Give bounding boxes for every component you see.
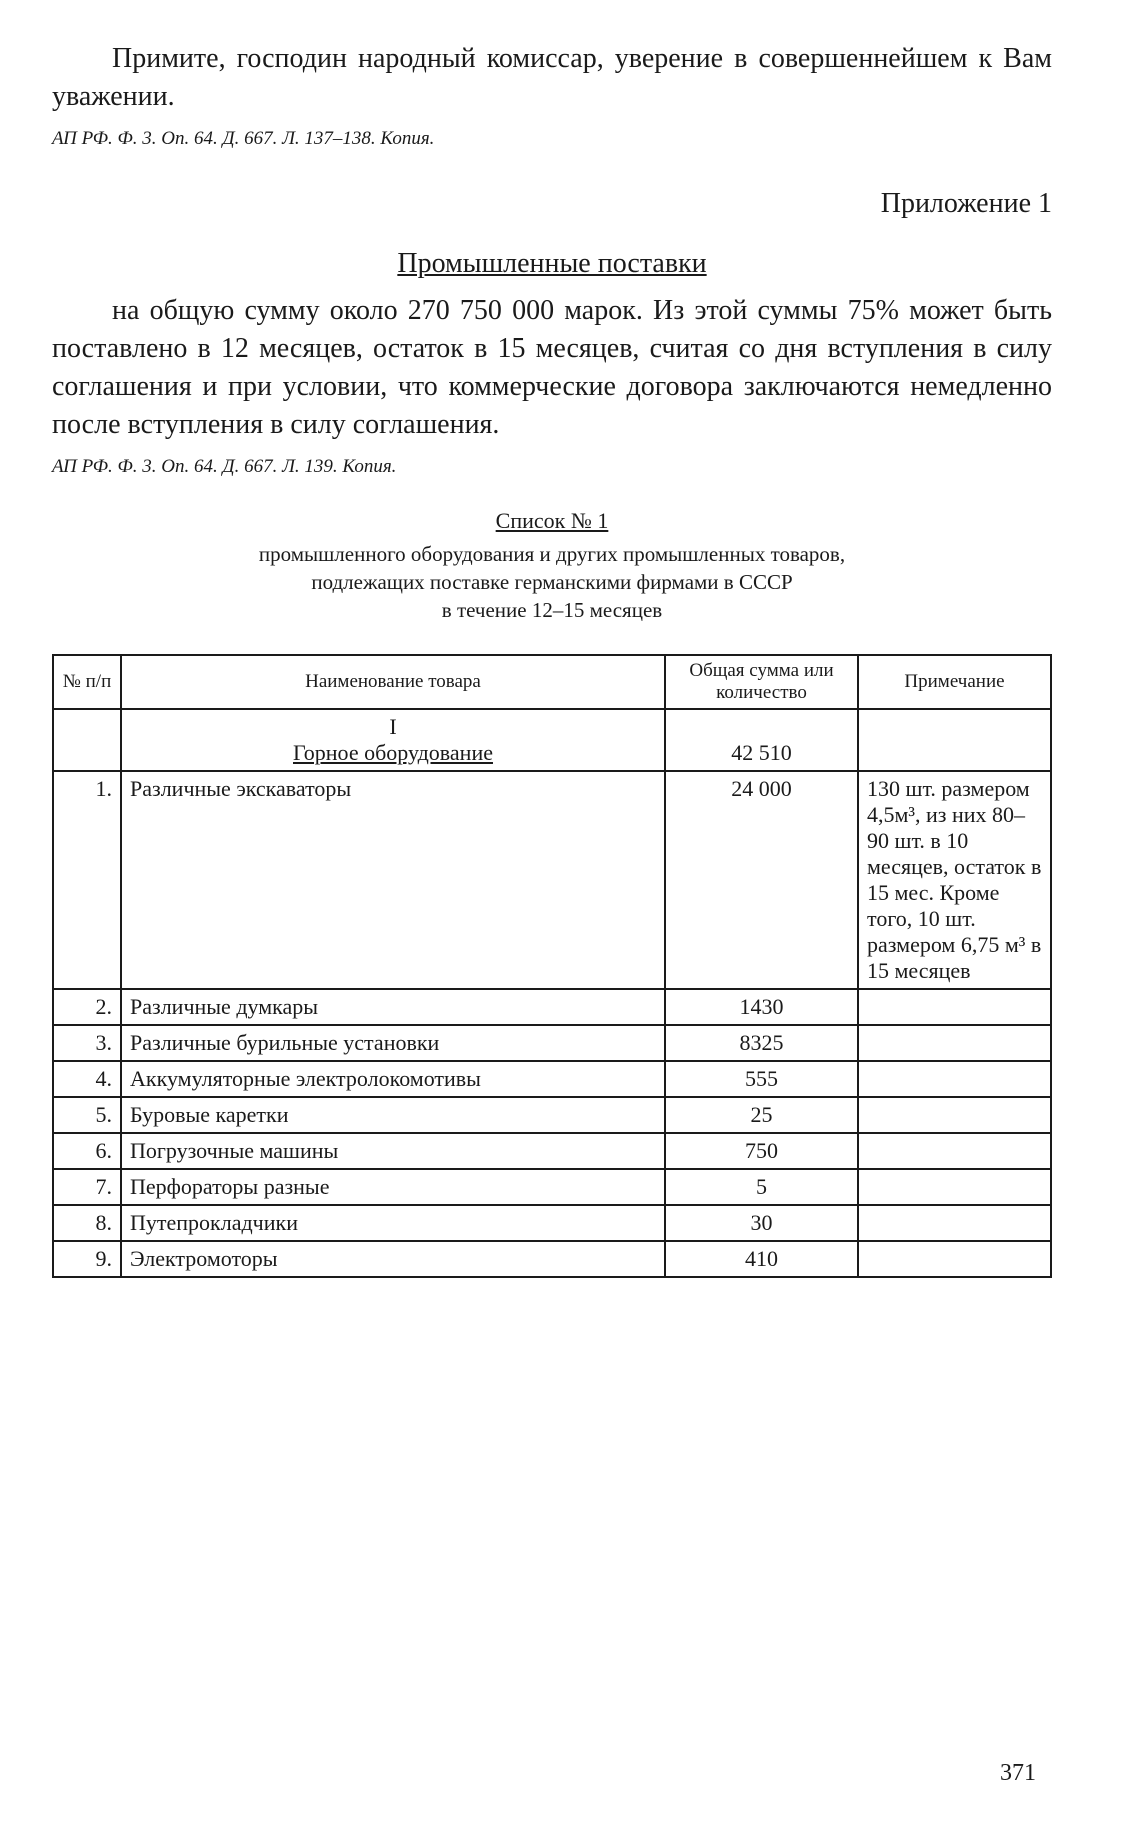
table-row <box>53 1025 1051 1061</box>
row-note <box>858 1241 1051 1277</box>
row-number: 4. <box>53 1061 121 1097</box>
table-row <box>53 1133 1051 1169</box>
table-row <box>53 1061 1051 1097</box>
table-row <box>53 771 1051 989</box>
row-number: 2. <box>53 989 121 1025</box>
row-number: 7. <box>53 1169 121 1205</box>
row-number: 5. <box>53 1097 121 1133</box>
row-name: Погрузочные машины <box>121 1133 665 1169</box>
row-amount: 24 000 <box>665 771 858 989</box>
section-roman: I <box>389 714 397 739</box>
row-name: Различные думкары <box>121 989 665 1025</box>
row-name: Различные бурильные установки <box>121 1025 665 1061</box>
row-number: 6. <box>53 1133 121 1169</box>
equipment-table <box>52 654 1052 1278</box>
row-amount: 1430 <box>665 989 858 1025</box>
section-amount: 42 510 <box>665 709 858 771</box>
document-page <box>52 40 1052 1278</box>
list-title: Список № 1 <box>495 508 609 533</box>
row-amount: 25 <box>665 1097 858 1133</box>
appendix-body: на общую сумму около 270 750 000 марок. Из этой суммы 75% может быть поставлено в 12 месяцев, остаток в 15 месяцев, считая со дня вступления в силу соглашения и при условии, что коммерческие договора заключаются немедленно после вступления в силу соглашения. <box>52 295 1052 440</box>
table-row <box>53 1205 1051 1241</box>
list-subtitle: промышленного оборудования и других промышленных товаров, <box>258 542 846 566</box>
row-name: Электромоторы <box>121 1241 665 1277</box>
row-note <box>858 1133 1051 1169</box>
row-amount: 30 <box>665 1205 858 1241</box>
table-header-row <box>53 655 1051 709</box>
row-number: 3. <box>53 1025 121 1061</box>
row-amount: 555 <box>665 1061 858 1097</box>
row-name: Путепрокладчики <box>121 1205 665 1241</box>
header-number: № п/п <box>53 655 121 709</box>
row-number: 9. <box>53 1241 121 1277</box>
archive-citation: АП РФ. Ф. 3. Оп. 64. Д. 667. Л. 139. Копия. <box>52 456 397 477</box>
section-row <box>53 709 1051 771</box>
row-name: Различные экскаваторы <box>121 771 665 989</box>
row-note <box>858 989 1051 1025</box>
section-name: Горное оборудование <box>293 740 493 765</box>
page-number: 371 <box>1000 1760 1036 1786</box>
row-name: Буровые каретки <box>121 1097 665 1133</box>
row-note <box>858 1169 1051 1205</box>
list-subtitle: подлежащих поставке германскими фирмами в СССР <box>311 570 793 594</box>
row-amount: 5 <box>665 1169 858 1205</box>
header-note: Примечание <box>858 655 1051 709</box>
row-number: 8. <box>53 1205 121 1241</box>
table-row <box>53 1241 1051 1277</box>
row-note <box>858 1025 1051 1061</box>
appendix-title: Промышленные поставки <box>397 248 707 279</box>
appendix-label: Приложение 1 <box>880 188 1052 219</box>
table-row <box>53 1169 1051 1205</box>
row-note: 130 шт. размером 4,5м³, из них 80–90 шт. в 10 месяцев, остаток в 15 мес. Кроме того, 10 шт. размером 6,75 м³ в 15 месяцев <box>858 771 1051 989</box>
row-note <box>858 1061 1051 1097</box>
table-row <box>53 989 1051 1025</box>
row-note <box>858 1097 1051 1133</box>
table-row <box>53 1097 1051 1133</box>
row-number: 1. <box>53 771 121 989</box>
row-note <box>858 1205 1051 1241</box>
header-amount: Общая сумма или количество <box>665 655 858 709</box>
row-amount: 8325 <box>665 1025 858 1061</box>
archive-citation: АП РФ. Ф. 3. Оп. 64. Д. 667. Л. 137–138. Копия. <box>52 128 435 149</box>
row-amount: 750 <box>665 1133 858 1169</box>
row-name: Аккумуляторные электролокомотивы <box>121 1061 665 1097</box>
closing-paragraph: Примите, господин народный комиссар, уверение в совершеннейшем к Вам уважении. <box>52 43 1052 112</box>
list-subtitle: в течение 12–15 месяцев <box>441 598 663 622</box>
row-amount: 410 <box>665 1241 858 1277</box>
header-name: Наименование товара <box>121 655 665 709</box>
row-name: Перфораторы разные <box>121 1169 665 1205</box>
